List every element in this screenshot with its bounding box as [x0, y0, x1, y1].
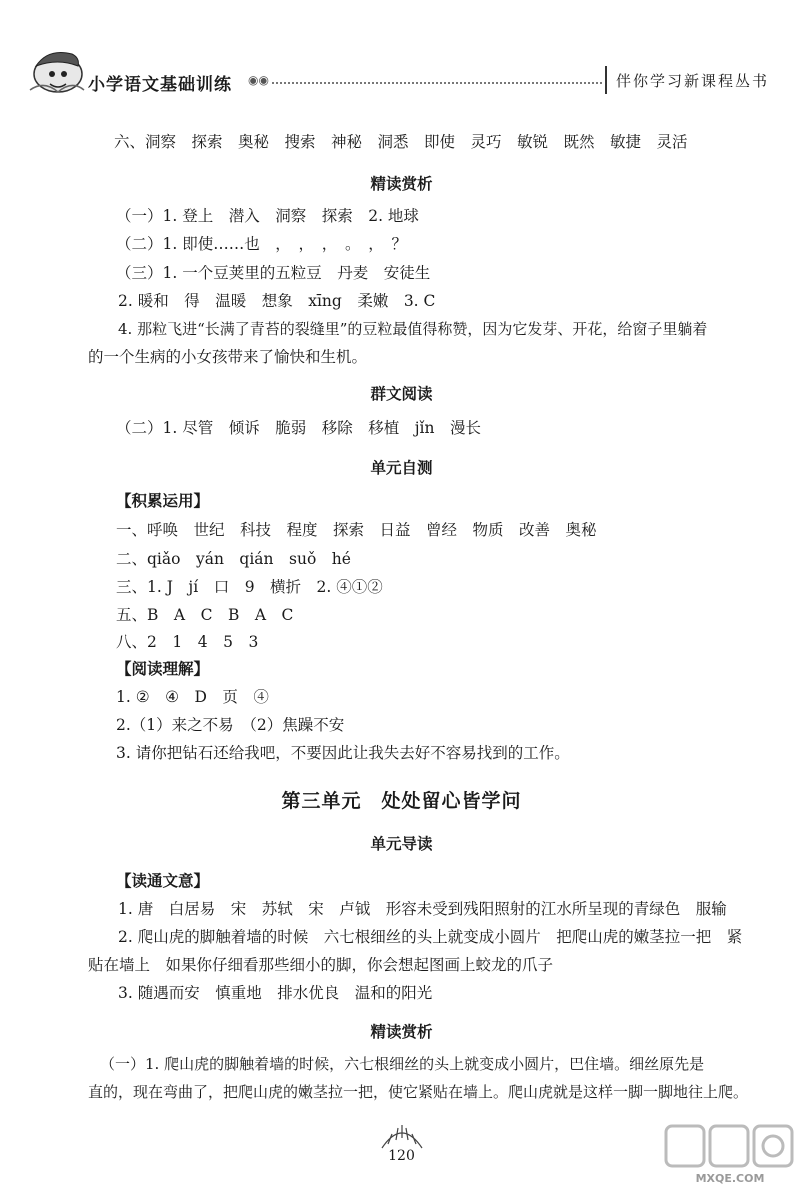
section-heading: 单元自测: [370, 459, 433, 477]
answer-line: 3. 随遇而安 慎重地 排水优良 温和的阳光: [118, 984, 433, 1002]
watermark-text: MXQE.COM: [695, 1172, 765, 1185]
mascot-logo-icon: [28, 44, 86, 96]
subsection-label: 【阅读理解】: [116, 660, 210, 678]
answer-line: 贴在墙上 如果你仔细看那些细小的脚，你会想起图画上蛟龙的爪子: [88, 956, 554, 974]
page-number-ornament-icon: [378, 1122, 426, 1150]
section-heading: 单元导读: [370, 835, 433, 853]
answer-line: 1. 唐 白居易 宋 苏轼 宋 卢钺 形容未受到残阳照射的江水所呈现的青绿色 服输: [118, 900, 727, 918]
answer-line: 2. 爬山虎的脚触着墙的时候 六七根细丝的头上就变成小圆片 把爬山虎的嫩茎拉一把 紧: [118, 928, 743, 946]
answer-line: 3. 请你把钻石还给我吧，不要因此让我失去好不容易找到的工作。: [116, 744, 570, 762]
answer-line: 一、呼唤 世纪 科技 程度 探索 日益 曾经 物质 改善 奥秘: [116, 521, 597, 539]
answer-line: 五、B A C B A C: [116, 606, 294, 624]
answer-line: （一）1. 爬山虎的脚触着墙的时候，六七根细丝的头上就变成小圆片，巴住墙。细丝原先是: [100, 1055, 705, 1073]
section-heading: 群文阅读: [370, 385, 433, 403]
answer-line: （一）1. 登上 潜入 洞察 探索 2. 地球: [116, 207, 419, 225]
answer-line: 2. 暖和 得 温暖 想象 xīng 柔嫩 3. C: [118, 292, 436, 310]
page-number: 120: [388, 1148, 415, 1164]
answer-line: （二）1. 尽管 倾诉 脆弱 移除 移植 jǐn 漫长: [116, 419, 481, 437]
answer-line: 六、洞察 探索 奥秘 搜索 神秘 洞悉 即使 灵巧 敏锐 既然 敏捷 灵活: [114, 133, 688, 151]
answer-line: （三）1. 一个豆荚里的五粒豆 丹麦 安徒生: [116, 264, 431, 282]
unit-title: 第三单元 处处留心皆学问: [281, 790, 522, 812]
header-divider: [272, 82, 602, 84]
answer-line: 直的，现在弯曲了，把爬山虎的嫩茎拉一把，使它紧贴在墙上。爬山虎就是这样一脚一脚地往上爬。: [88, 1083, 749, 1101]
answer-line: 1. ② ④ D 页 ④: [116, 688, 269, 706]
section-heading: 精读赏析: [370, 175, 433, 193]
answer-line: 2.（1）来之不易 （2）焦躁不安: [116, 716, 345, 734]
subsection-label: 【积累运用】: [116, 492, 210, 510]
section-heading: 精读赏析: [370, 1023, 433, 1041]
decorative-dots-icon: ◉◉: [248, 73, 269, 87]
answer-line: 二、qiǎo yán qián suǒ hé: [116, 550, 351, 568]
header-separator: [605, 66, 607, 94]
answer-line: 三、1. J jí 口 9 横折 2. ④①②: [116, 578, 383, 596]
book-title: 小学语文基础训练: [88, 75, 232, 95]
answer-line: 八、2 1 4 5 3: [116, 633, 259, 651]
subsection-label: 【读通文意】: [116, 872, 210, 890]
answer-line: （二）1. 即使……也 ， ， ， 。 ， ？: [116, 235, 407, 253]
series-title: 伴你学习新课程丛书: [616, 72, 770, 90]
answer-line: 4. 那粒飞进“长满了青苔的裂缝里”的豆粒最值得称赞，因为它发芽、开花，给窗子里躺着: [118, 320, 708, 338]
page-header: [0, 0, 803, 110]
answer-line: 的一个生病的小女孩带来了愉快和生机。: [88, 348, 368, 366]
